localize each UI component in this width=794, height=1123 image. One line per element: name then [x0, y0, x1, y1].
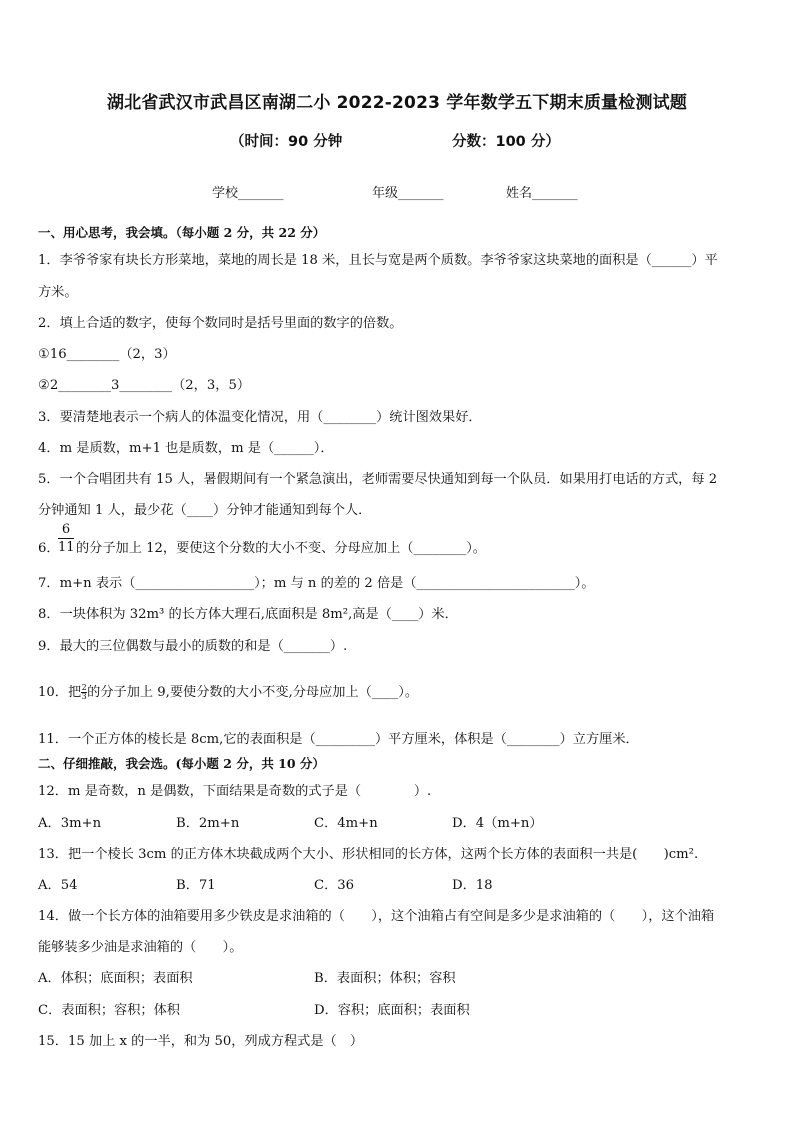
question-10-fraction: $\frac{2}{3}$ — [81, 683, 87, 701]
question-14-line-2: 能够装多少油是求油箱的（ ）。 — [38, 940, 243, 955]
question-12-option-a: A．3m+n — [38, 816, 102, 831]
question-12-option-d: D．4（m+n） — [452, 816, 543, 831]
question-10-suffix: 的分子加上 9,要使分数的大小不变,分母应加上（____）。 — [87, 685, 419, 700]
question-12-option-c: C．4m+n — [314, 816, 378, 831]
question-12-option-b: B．2m+n — [176, 816, 240, 831]
question-13: 13．把一个棱长 3cm 的正方体木块截成两个大小、形状相同的长方体，这两个长方体的表面积一共是( )cm². — [38, 847, 699, 862]
question-5-line-2: 分钟通知 1 人，最少花（____）分钟才能通知到每个人． — [38, 503, 372, 518]
question-2-part-2: ②2________3________（2，3，5） — [38, 378, 251, 393]
question-2-part-1: ①16________（2，3） — [38, 347, 176, 362]
question-10-prefix: 10．把 — [38, 685, 82, 700]
question-2: 2．填上合适的数字，使每个数同时是括号里面的数字的倍数。 — [38, 316, 403, 331]
question-14-line-1: 14．做一个长方体的油箱要用多少铁皮是求油箱的（ ），这个油箱占有空间是多少是求油箱的（ ），这个油箱 — [38, 909, 715, 924]
exam-score: 分数：100 分） — [452, 134, 560, 150]
exam-time: （时间：90 分钟 — [230, 134, 343, 150]
question-6-text: 的分子加上 12，要使这个分数的大小不变、分母应加上（________）。 — [76, 541, 486, 556]
question-9: 9．最大的三位偶数与最小的质数的和是（_______）. — [38, 639, 348, 654]
school-field: 学校_______ — [212, 186, 284, 201]
name-field: 姓名_______ — [506, 186, 578, 201]
question-7: 7．m+n 表示（__________________）；m 与 n 的差的 2 倍是（________________________）。 — [38, 576, 595, 591]
question-13-option-d: D．18 — [452, 878, 493, 893]
question-6-fraction — [58, 522, 74, 555]
question-11: 11．一个正方体的棱长是 8cm,它的表面积是（_________）平方厘米，体积是（________）立方厘米． — [38, 732, 639, 747]
question-14-option-c: C．表面积；容积；体积 — [38, 1003, 180, 1018]
question-1-line-1: 1．李爷爷家有块长方形菜地，菜地的周长是 18 米，且长与宽是两个质数。李爷爷家这块菜地的面积是（______）平 — [38, 253, 718, 268]
question-14-option-b: B．表面积；体积；容积 — [314, 971, 456, 986]
question-5-line-1: 5．一个合唱团共有 15 人，暑假期间有一个紧急演出，老师需要尽快通知到每一个队员．如果用打电话的方式，每 2 — [38, 472, 718, 487]
question-13-option-b: B．71 — [176, 878, 216, 893]
question-3: 3．要清楚地表示一个病人的体温变化情况，用（________）统计图效果好． — [38, 410, 482, 425]
fraction-denominator: 11 — [58, 540, 75, 555]
question-6-number: 6． — [38, 541, 60, 556]
question-14-option-d: D．容积；底面积；表面积 — [314, 1003, 470, 1018]
section-1-title: 一、用心思考，我会填。（每小题 2 分，共 22 分） — [38, 225, 326, 240]
grade-field: 年级_______ — [372, 186, 444, 201]
question-4: 4．m 是质数，m+1 也是质数，m 是（______）． — [38, 441, 334, 456]
page-title: 湖北省武汉市武昌区南湖二小 2022-2023 学年数学五下期末质量检测试题 — [106, 93, 688, 113]
question-10 — [38, 681, 418, 701]
question-14-option-a: A．体积；底面积；表面积 — [38, 971, 193, 986]
question-8: 8．一块体积为 32m³ 的长方体大理石,底面积是 8m²,高是（____）米． — [38, 607, 458, 622]
fraction-numerator: 6 — [61, 522, 71, 537]
question-1-line-2: 方米。 — [38, 285, 78, 300]
question-12: 12．m 是奇数，n 是偶数，下面结果是奇数的式子是（ ）. — [38, 784, 432, 799]
question-13-option-c: C．36 — [314, 878, 355, 893]
section-2-title: 二、仔细推敲，我会选。(每小题 2 分，共 10 分） — [38, 756, 325, 771]
question-13-option-a: A．54 — [38, 878, 78, 893]
question-15: 15．15 加上 x 的一半，和为 50，列成方程式是（ ） — [38, 1034, 364, 1049]
